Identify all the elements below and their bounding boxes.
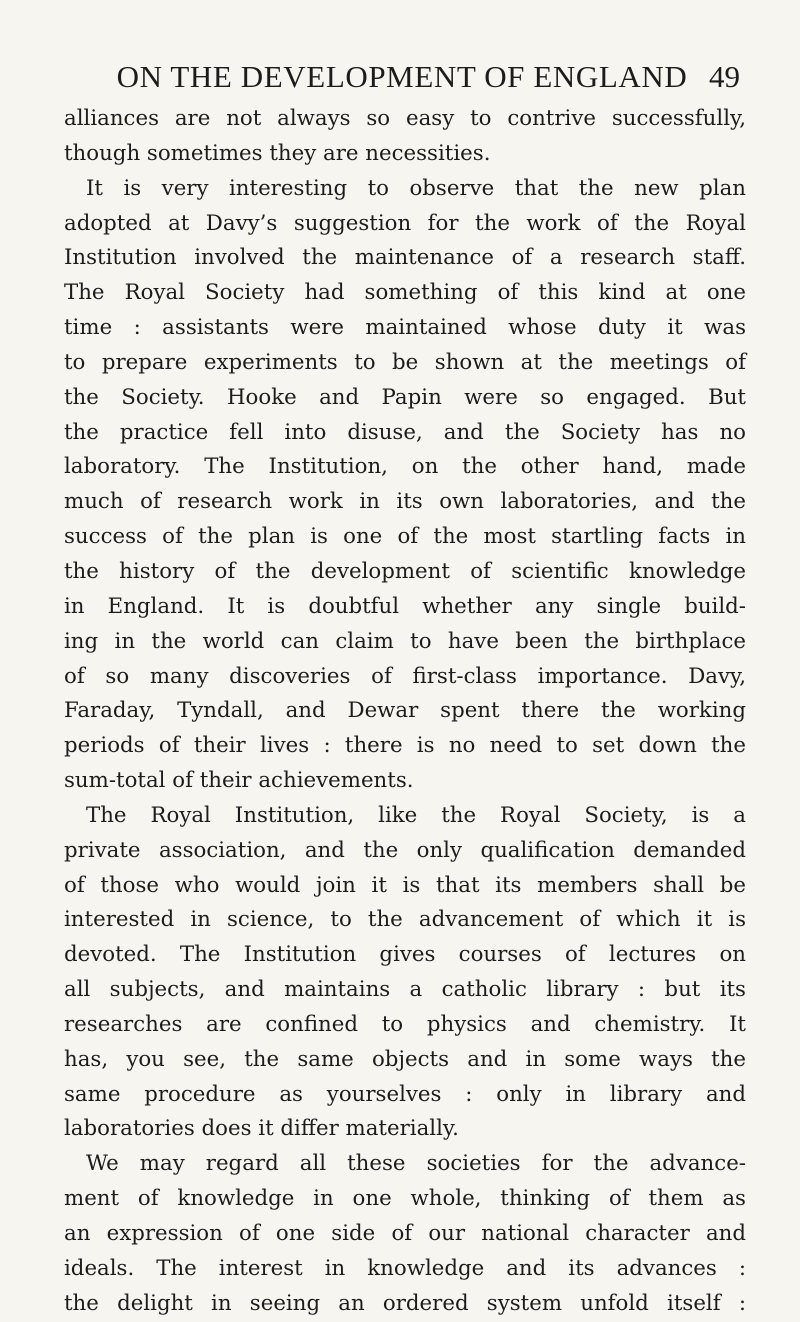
text-line: of those who would join it is that its members shall be [64, 872, 746, 898]
text-line: private association, and the only qualification demanded [64, 837, 746, 863]
text-line: same procedure as yourselves : only in library and [64, 1081, 746, 1107]
running-head [64, 58, 740, 98]
text-line: periods of their lives : there is no need to set down the [64, 733, 746, 759]
text-line: time : assistants were maintained whose duty it was [64, 315, 746, 341]
text-line: It is very interesting to observe that the new plan [86, 175, 746, 201]
text-line: researches are confined to physics and chemistry. It [64, 1011, 746, 1037]
text-line: an expression of one side of our national character and [64, 1221, 746, 1246]
text-line: ideals. The interest in knowledge and its advances : [64, 1255, 746, 1281]
text-line: laboratories does it differ materially. [64, 1116, 459, 1142]
text-line: of so many discoveries of first-class importance. Davy, [64, 663, 746, 689]
text-line: The Royal Society had something of this kind at one [64, 280, 746, 306]
text-line: to prepare experiments to be shown at the meetings of [64, 349, 746, 375]
running-title: ON THE DEVELOPMENT OF ENGLAND [116, 59, 688, 94]
text-line: alliances are not always so easy to contrive successfully, [64, 106, 746, 131]
text-line: The Royal Institution, like the Royal Society, is a [86, 802, 746, 828]
text-line: interested in science, to the advancement of which it is [64, 907, 746, 933]
text-line: though sometimes they are necessities. [64, 140, 491, 166]
text-line: the delight in seeing an ordered system unfold itself : [64, 1290, 746, 1316]
page-number: 49 [709, 59, 740, 94]
text-line: the practice fell into disuse, and the Society has no [64, 419, 746, 445]
text-line: adopted at Davy’s suggestion for the work of the Royal [64, 210, 746, 236]
text-line: in England. It is doubtful whether any single build- [64, 593, 746, 619]
text-line: all subjects, and maintains a catholic library : but its [64, 977, 746, 1003]
body-text [64, 102, 746, 1322]
text-line: Faraday, Tyndall, and Dewar spent there the working [64, 698, 746, 724]
text-line: laboratory. The Institution, on the other hand, made [64, 454, 746, 480]
text-line: success of the plan is one of the most startling facts in [64, 524, 746, 550]
text-line: sum-total of their achievements. [64, 768, 414, 794]
text-line: ment of knowledge in one whole, thinking of them as [64, 1186, 746, 1212]
text-line: Institution involved the maintenance of a research staff. [64, 245, 746, 271]
text-line: devoted. The Institution gives courses of lectures on [64, 942, 746, 968]
text-line: ing in the world can claim to have been the birthplace [64, 628, 746, 654]
text-line: the Society. Hooke and Papin were so engaged. But [64, 384, 746, 410]
text-line: has, you see, the same objects and in some ways the [64, 1046, 746, 1072]
text-line: much of research work in its own laboratories, and the [64, 489, 746, 515]
text-line: We may regard all these societies for the advance- [86, 1151, 746, 1177]
text-line: the history of the development of scientific knowledge [64, 558, 746, 584]
